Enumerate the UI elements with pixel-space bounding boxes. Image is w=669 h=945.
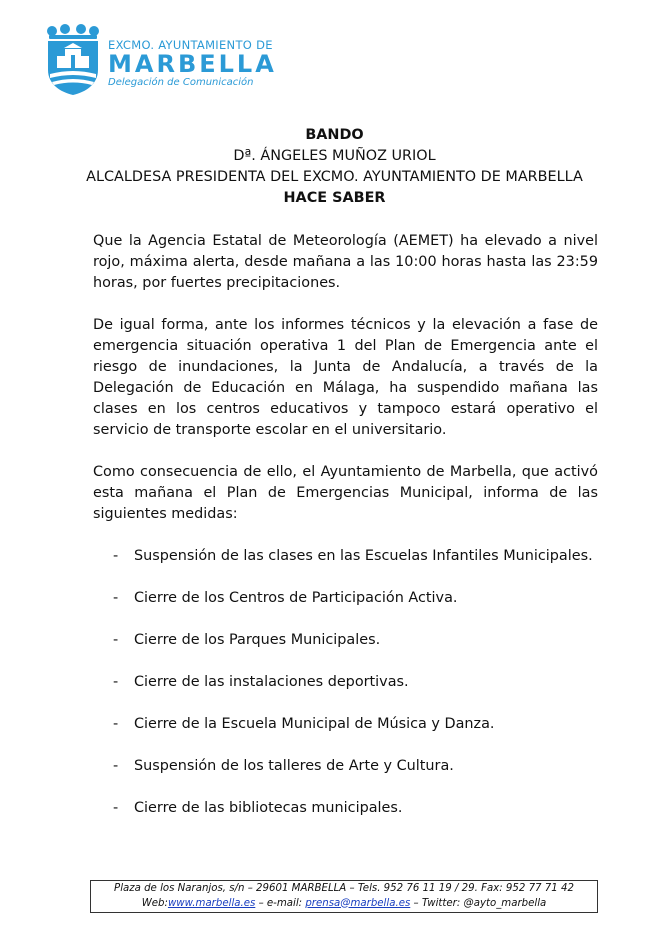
- list-item: [93, 798, 598, 819]
- web-label: Web:: [141, 897, 168, 909]
- bullet-dash: -: [113, 674, 119, 690]
- contact-footer: [90, 880, 598, 913]
- logo-department: Delegación de Comunicación: [108, 77, 254, 88]
- footer-address: Plaza de los Naranjos, s/n – 29601 MARBELLA – Tels. 952 76 11 19 / 29. Fax: 952 77 71 42: [114, 883, 574, 894]
- marbella-logo: [44, 24, 284, 96]
- list-item: [93, 630, 598, 651]
- declaration-heading: HACE SABER: [283, 190, 386, 206]
- paragraph-municipal-measures: Como consecuencia de ello, el Ayuntamiento de Marbella, que activó esta mañana el Plan de Emergencias Municipal, informa de las siguientes medidas:: [93, 464, 598, 522]
- list-item: [93, 546, 598, 567]
- measure-text: Suspensión de los talleres de Arte y Cultura.: [134, 758, 454, 774]
- logo-institution: EXCMO. AYUNTAMIENTO DE: [108, 38, 273, 52]
- bullet-dash: -: [113, 800, 119, 816]
- website-link[interactable]: www.marbella.es: [167, 897, 256, 909]
- measure-text: Cierre de los Centros de Participación Activa.: [134, 590, 458, 606]
- bullet-dash: -: [113, 548, 119, 564]
- measures-list: [93, 546, 598, 819]
- paragraph-aemet-alert: Que la Agencia Estatal de Meteorología (AEMET) ha elevado a nivel rojo, máxima alerta, desde mañana a las 10:00 horas hasta las 23:59 horas, por fuertes precipitaciones.: [93, 233, 598, 291]
- twitter-text: – Twitter: @ayto_marbella: [410, 897, 547, 909]
- document-body: [93, 231, 598, 840]
- document-heading: [0, 125, 669, 209]
- measure-text: Cierre de los Parques Municipales.: [134, 632, 381, 648]
- list-item: [93, 714, 598, 735]
- bullet-dash: -: [113, 590, 119, 606]
- measure-text: Cierre de la Escuela Municipal de Música y Danza.: [134, 716, 495, 732]
- marbella-coat-of-arms-icon: [44, 24, 102, 96]
- document-title: BANDO: [305, 127, 364, 143]
- email-label: – e-mail:: [255, 897, 306, 909]
- bullet-dash: -: [113, 632, 119, 648]
- mayor-role: ALCALDESA PRESIDENTA DEL EXCMO. AYUNTAMIENTO DE MARBELLA: [86, 169, 583, 185]
- list-item: [93, 672, 598, 693]
- logo-city-name: MARBELLA: [108, 50, 277, 78]
- bullet-dash: -: [113, 758, 119, 774]
- list-item: [93, 588, 598, 609]
- list-item: [93, 756, 598, 777]
- mayor-name: Dª. ÁNGELES MUÑOZ URIOL: [233, 148, 436, 164]
- footer-contacts: [91, 897, 597, 912]
- measure-text: Suspensión de las clases en las Escuelas Infantiles Municipales.: [134, 548, 593, 564]
- bullet-dash: -: [113, 716, 119, 732]
- measure-text: Cierre de las bibliotecas municipales.: [134, 800, 403, 816]
- paragraph-school-suspension: De igual forma, ante los informes técnicos y la elevación a fase de emergencia situación operativa 1 del Plan de Emergencia ante el riesgo de inundaciones, la Junta de Andalucía, a través de la Delegación de Educación en Málaga, ha suspendido mañana las clases en los centros educativos y tampoco estará operativo el servicio de transporte escolar en el universitario.: [93, 317, 598, 438]
- logo-wordmark: [108, 38, 277, 88]
- measure-text: Cierre de las instalaciones deportivas.: [134, 674, 409, 690]
- email-link[interactable]: prensa@marbella.es: [305, 897, 411, 909]
